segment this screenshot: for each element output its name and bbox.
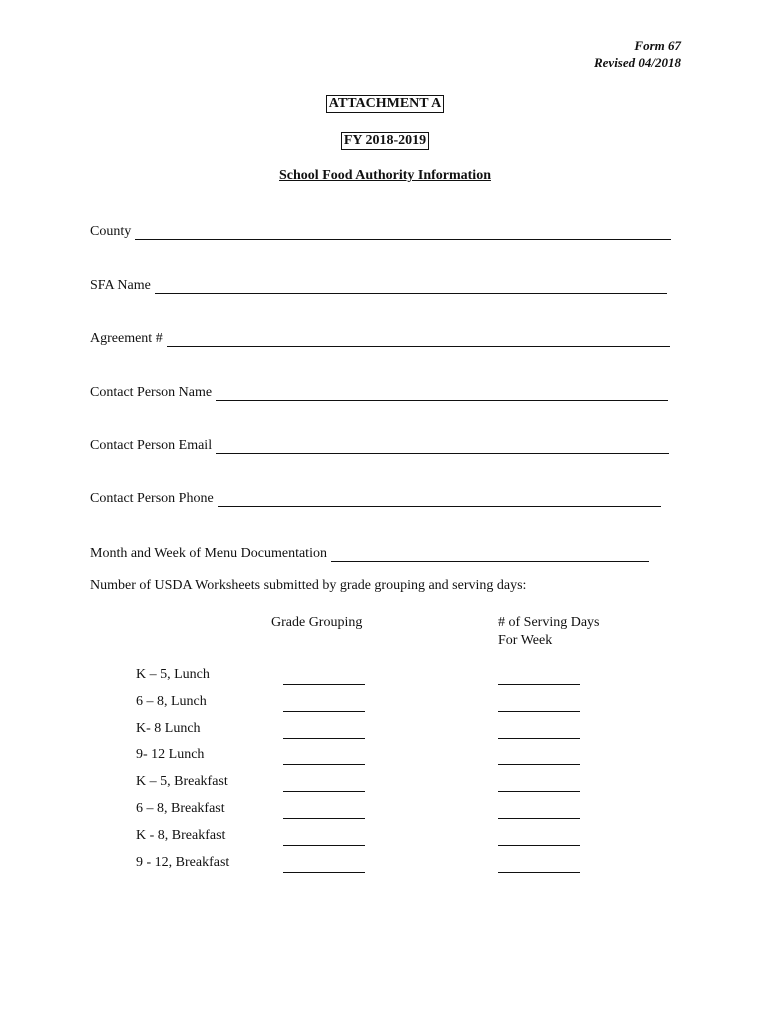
worksheet-row-label: K – 5, Breakfast [136, 774, 228, 789]
worksheet-row-label: K- 8 Lunch [136, 721, 201, 736]
worksheet-row-label: 9 - 12, Breakfast [136, 855, 230, 870]
contact-email-line[interactable] [216, 439, 669, 454]
serving-days-blank[interactable] [498, 694, 580, 712]
worksheet-row-label: K - 8, Breakfast [136, 828, 226, 843]
sfa-name-label: SFA Name [90, 278, 151, 293]
form-number: Form 67 [634, 38, 681, 53]
serving-days-blank[interactable] [498, 747, 580, 765]
menu-month-week-field[interactable] [90, 542, 649, 562]
county-label: County [90, 224, 132, 239]
contact-name-label: Contact Person Name [90, 385, 213, 400]
contact-name-field[interactable] [90, 381, 668, 401]
contact-phone-field[interactable] [90, 487, 661, 507]
serving-days-header [498, 614, 600, 650]
contact-phone-label: Contact Person Phone [90, 491, 214, 506]
sfa-name-field[interactable] [90, 274, 667, 294]
fiscal-year-text: FY 2018-2019 [341, 132, 429, 150]
grade-grouping-blank[interactable] [283, 721, 365, 739]
worksheet-row-label: 9- 12 Lunch [136, 747, 205, 762]
contact-email-field[interactable] [90, 434, 669, 454]
serving-days-blank[interactable] [498, 828, 580, 846]
grade-grouping-blank[interactable] [283, 801, 365, 819]
grade-grouping-header: Grade Grouping [271, 615, 363, 630]
county-line[interactable] [135, 225, 671, 240]
worksheet-row [136, 828, 225, 846]
serving-days-blank[interactable] [498, 667, 580, 685]
attachment-title-text: ATTACHMENT A [326, 95, 444, 113]
grade-grouping-blank[interactable] [283, 828, 365, 846]
attachment-title [0, 95, 770, 113]
agreement-field[interactable] [90, 327, 670, 347]
serving-days-header-line1: # of Serving Days [498, 615, 600, 630]
worksheet-row [136, 801, 225, 819]
grade-grouping-blank[interactable] [283, 774, 365, 792]
worksheet-row [136, 855, 229, 873]
contact-email-label: Contact Person Email [90, 438, 213, 453]
section-title: School Food Authority Information [279, 168, 491, 183]
grade-grouping-blank[interactable] [283, 694, 365, 712]
serving-days-header-line2: For Week [498, 633, 553, 648]
menu-month-week-line[interactable] [331, 547, 649, 562]
county-field[interactable] [90, 220, 671, 240]
fiscal-year-title [0, 132, 770, 150]
grade-grouping-blank[interactable] [283, 855, 365, 873]
worksheet-row-label: 6 – 8, Breakfast [136, 801, 225, 816]
worksheet-row [136, 747, 204, 765]
agreement-label: Agreement # [90, 331, 163, 346]
contact-phone-line[interactable] [218, 492, 661, 507]
worksheet-row [136, 774, 228, 792]
worksheet-row [136, 694, 207, 712]
grade-grouping-blank[interactable] [283, 747, 365, 765]
serving-days-blank[interactable] [498, 774, 580, 792]
worksheet-row [136, 667, 210, 685]
agreement-line[interactable] [167, 332, 670, 347]
serving-days-blank[interactable] [498, 721, 580, 739]
contact-name-line[interactable] [216, 386, 668, 401]
worksheet-intro: Number of USDA Worksheets submitted by grade grouping and serving days: [90, 578, 527, 593]
grade-grouping-blank[interactable] [283, 667, 365, 685]
revision-date: Revised 04/2018 [593, 55, 681, 70]
worksheet-row-label: K – 5, Lunch [136, 667, 210, 682]
serving-days-blank[interactable] [498, 801, 580, 819]
worksheet-row-label: 6 – 8, Lunch [136, 694, 207, 709]
worksheet-row [136, 721, 201, 739]
serving-days-blank[interactable] [498, 855, 580, 873]
sfa-name-line[interactable] [155, 279, 667, 294]
menu-month-week-label: Month and Week of Menu Documentation [90, 546, 327, 561]
